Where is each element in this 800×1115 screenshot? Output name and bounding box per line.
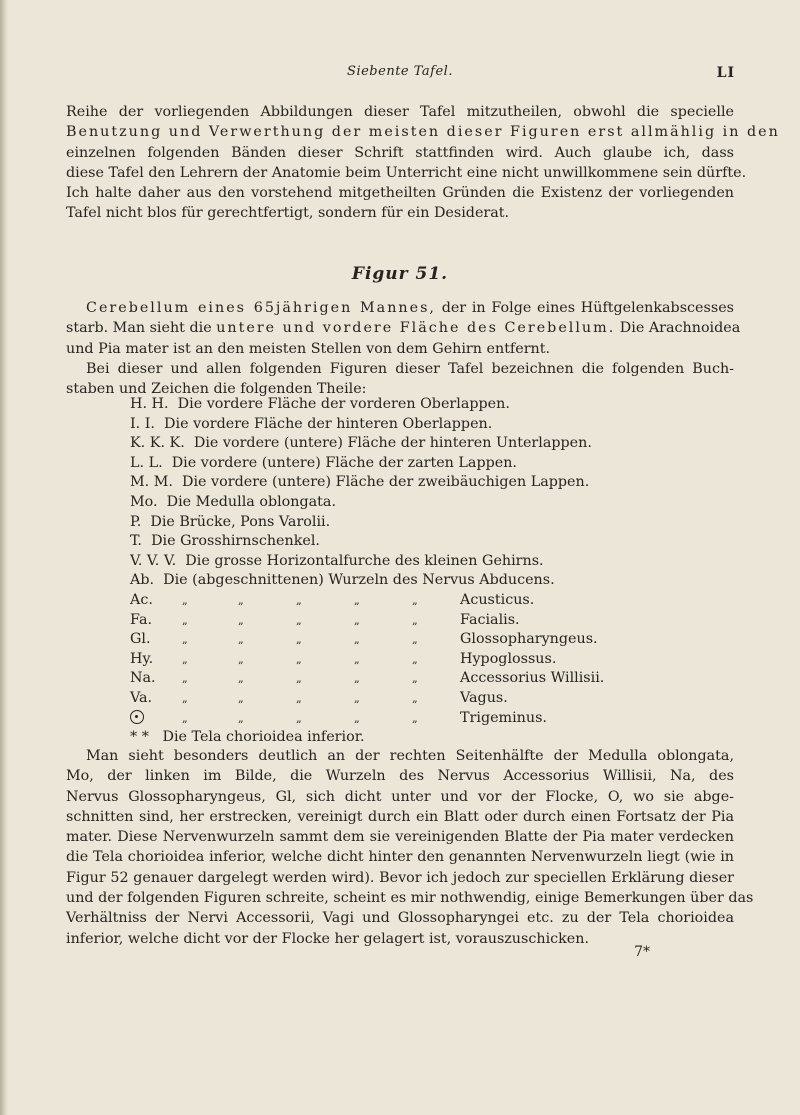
legend-text: Die Tela chorioidea inferior. bbox=[162, 729, 365, 746]
legend-key: H. H. bbox=[130, 396, 169, 412]
discussion-line: inferior, welche dicht vor der Flocke her gelagert ist, vorauszuschicken. bbox=[66, 930, 590, 947]
page-edge-shadow bbox=[0, 0, 8, 1115]
ditto-mark: „ bbox=[296, 613, 302, 627]
ditto-mark: „ bbox=[238, 652, 244, 666]
description-line: staben und Zeichen die folgenden Theile: bbox=[66, 381, 367, 398]
ditto-row bbox=[130, 592, 650, 612]
legend-text: Die vordere Fläche der vorderen Oberlappen. bbox=[177, 396, 510, 412]
legend-text: Die (abgeschnittenen) Wurzeln des Nervus Abducens. bbox=[163, 572, 555, 589]
spaced-emphasis: untere und vordere Fläche des Cerebellum. bbox=[216, 320, 616, 337]
discussion-line: Mo, der linken im Bilde, die Wurzeln des Nervus Accessorius Willisii, Na, des bbox=[66, 768, 734, 785]
nerve-name: Acusticus. bbox=[460, 591, 535, 608]
legend-key: P. bbox=[130, 513, 142, 530]
discussion-line: Figur 52 genauer dargelegt werden wird). Bevor ich jedoch zur speciellen Erklärung dieser bbox=[66, 869, 734, 886]
discussion-line: Man sieht besonders deutlich an der rechten Seitenhälfte der Medulla oblongata, bbox=[86, 748, 734, 764]
ditto-mark: „ bbox=[354, 711, 360, 725]
legend-text: Die vordere (untere) Fläche der zweibäuchigen Lappen. bbox=[182, 474, 590, 491]
ditto-mark: „ bbox=[296, 593, 302, 607]
discussion-line: und der folgenden Figuren schreite, scheint es mir nothwendig, einige Bemerkungen über das bbox=[66, 890, 754, 907]
legend-key: V. V. V. bbox=[130, 552, 177, 569]
ditto-mark: „ bbox=[412, 633, 418, 647]
discussion-paragraph bbox=[66, 746, 754, 949]
ditto-mark: „ bbox=[296, 691, 302, 705]
legend-text: Die vordere (untere) Fläche der zarten Lappen. bbox=[171, 454, 517, 471]
ditto-mark: „ bbox=[238, 711, 244, 725]
ditto-mark: „ bbox=[182, 633, 188, 647]
ditto-mark: „ bbox=[354, 672, 360, 686]
description-text: starb. Man sieht die bbox=[66, 320, 212, 337]
legend-key: T. bbox=[130, 533, 142, 550]
legend-row bbox=[130, 474, 650, 494]
legend-row bbox=[130, 435, 650, 455]
ditto-mark: „ bbox=[354, 613, 360, 627]
ditto-mark: „ bbox=[412, 711, 418, 725]
nerve-name: Vagus. bbox=[460, 689, 508, 706]
running-title: Siebente Tafel. bbox=[347, 64, 453, 79]
discussion-line: Nervus Glossopharyngeus, Gl, sich dicht unter und vor der Flocke, O, wo sie abge- bbox=[66, 788, 734, 805]
nerve-abbr: Ac. bbox=[130, 591, 153, 608]
ditto-mark: „ bbox=[412, 613, 418, 627]
legend-row bbox=[130, 455, 650, 475]
intro-line: Tafel nicht blos für gerechtfertigt, sondern für ein Desiderat. bbox=[66, 205, 510, 222]
ditto-mark: „ bbox=[182, 613, 188, 627]
nerve-name: Accessorius Willisii. bbox=[460, 670, 605, 687]
legend-key: K. K. K. bbox=[130, 435, 185, 452]
ditto-mark: „ bbox=[354, 593, 360, 607]
legend-row bbox=[130, 572, 650, 592]
ditto-mark: „ bbox=[296, 652, 302, 666]
description-line bbox=[66, 298, 734, 318]
intro-paragraph bbox=[66, 102, 780, 224]
ditto-mark: „ bbox=[354, 633, 360, 647]
ditto-mark: „ bbox=[354, 691, 360, 705]
legend-text: Die Brücke, Pons Varolii. bbox=[150, 513, 331, 530]
legend-key: I. I. bbox=[130, 415, 155, 432]
ditto-mark: „ bbox=[238, 691, 244, 705]
running-header bbox=[0, 64, 800, 86]
intro-line: Reihe der vorliegenden Abbildungen dieser Tafel mitzutheilen, obwohl die specielle bbox=[66, 104, 734, 120]
discussion-line: Verhältniss der Nervi Accessorii, Vagi und Glossopharyngei etc. zu der Tela chorioidea bbox=[66, 910, 734, 927]
nerve-abbr: Na. bbox=[130, 670, 156, 687]
ditto-mark: „ bbox=[412, 672, 418, 686]
figure-heading: Figur 51. bbox=[351, 264, 449, 284]
ditto-mark: „ bbox=[238, 593, 244, 607]
legend-key: M. M. bbox=[130, 474, 173, 491]
nerve-name: Hypoglossus. bbox=[460, 650, 557, 667]
legend-key: * * bbox=[130, 729, 149, 746]
legend-row bbox=[130, 396, 650, 416]
discussion-line: schnitten sind, her erstrecken, vereinigt durch ein Blatt oder durch einen Fortsatz der Pia bbox=[66, 808, 734, 825]
legend-text: Die Grosshirnschenkel. bbox=[151, 533, 320, 550]
nerve-name: Facialis. bbox=[460, 611, 520, 628]
ditto-row bbox=[130, 612, 650, 632]
ditto-mark: „ bbox=[182, 652, 188, 666]
legend-text: Die vordere Fläche der hinteren Oberlappen. bbox=[164, 415, 493, 432]
nerve-name: Trigeminus. bbox=[460, 709, 547, 726]
ditto-row bbox=[130, 690, 650, 710]
intro-line: einzelnen folgenden Bänden dieser Schrift stattfinden wird. Auch glaube ich, dass bbox=[66, 144, 734, 161]
intro-line: diese Tafel den Lehrern der Anatomie beim Unterricht eine nicht unwillkommene sein dürfte. bbox=[66, 164, 747, 181]
ditto-row bbox=[130, 651, 650, 671]
discussion-line: mater. Diese Nervenwurzeln sammt dem sie vereinigenden Blatte der Pia mater verdecken bbox=[66, 829, 734, 846]
ditto-row bbox=[130, 710, 650, 730]
description-line: und Pia mater ist an den meisten Stellen von dem Gehirn entfernt. bbox=[66, 340, 551, 357]
circle-dot-icon bbox=[130, 710, 144, 724]
ditto-mark: „ bbox=[182, 593, 188, 607]
ditto-mark: „ bbox=[182, 691, 188, 705]
nerve-abbr: Va. bbox=[130, 689, 153, 706]
ditto-mark: „ bbox=[238, 613, 244, 627]
description-line: Bei dieser und allen folgenden Figuren dieser Tafel bezeichnen die folgenden Buch- bbox=[86, 360, 734, 377]
description-line bbox=[66, 318, 741, 338]
figure-legend bbox=[130, 396, 650, 749]
legend-key: Ab. bbox=[130, 572, 155, 589]
ditto-mark: „ bbox=[238, 672, 244, 686]
ditto-mark: „ bbox=[182, 672, 188, 686]
legend-row bbox=[130, 553, 650, 573]
discussion-line: die Tela chorioidea inferior, welche dicht hinter den genannten Nervenwurzeln liegt (wie in bbox=[66, 849, 734, 866]
legend-row bbox=[130, 416, 650, 436]
legend-key: Mo. bbox=[130, 493, 158, 510]
ditto-mark: „ bbox=[412, 652, 418, 666]
ditto-mark: „ bbox=[296, 633, 302, 647]
description-text: Die Arachnoidea bbox=[619, 320, 741, 337]
page-number: LI bbox=[716, 65, 735, 81]
ditto-mark: „ bbox=[238, 633, 244, 647]
specimen-title: Cerebellum eines 65jährigen Mannes, bbox=[86, 300, 436, 316]
ditto-mark: „ bbox=[182, 711, 188, 725]
legend-text: Die Medulla oblongata. bbox=[166, 493, 336, 510]
nerve-abbr: Hy. bbox=[130, 650, 154, 667]
ditto-mark: „ bbox=[354, 652, 360, 666]
figure-description bbox=[66, 298, 741, 399]
ditto-mark: „ bbox=[412, 593, 418, 607]
intro-line: Benutzung und Verwerthung der meisten dieser Figuren erst allmählig in den bbox=[66, 124, 780, 141]
description-text: der in Folge eines Hüftgelenkabscesses bbox=[441, 300, 734, 316]
signature-mark: 7* bbox=[634, 944, 650, 960]
ditto-mark: „ bbox=[296, 711, 302, 725]
legend-text: Die vordere (untere) Fläche der hinteren Unterlappen. bbox=[193, 435, 592, 452]
legend-row bbox=[130, 533, 650, 553]
ditto-mark: „ bbox=[296, 672, 302, 686]
trigeminus-symbol bbox=[130, 710, 182, 726]
nerve-abbr: Gl. bbox=[130, 631, 151, 648]
legend-row bbox=[130, 494, 650, 514]
nerve-abbr: Fa. bbox=[130, 611, 153, 628]
ditto-mark: „ bbox=[412, 691, 418, 705]
nerve-name: Glossopharyngeus. bbox=[460, 631, 598, 648]
legend-row bbox=[130, 514, 650, 534]
ditto-row bbox=[130, 670, 650, 690]
legend-key: L. L. bbox=[130, 454, 163, 471]
ditto-row bbox=[130, 631, 650, 651]
intro-line: Ich halte daher aus den vorstehend mitgetheilten Gründen die Existenz der vorliegenden bbox=[66, 185, 734, 202]
legend-text: Die grosse Horizontalfurche des kleinen Gehirns. bbox=[185, 552, 544, 569]
